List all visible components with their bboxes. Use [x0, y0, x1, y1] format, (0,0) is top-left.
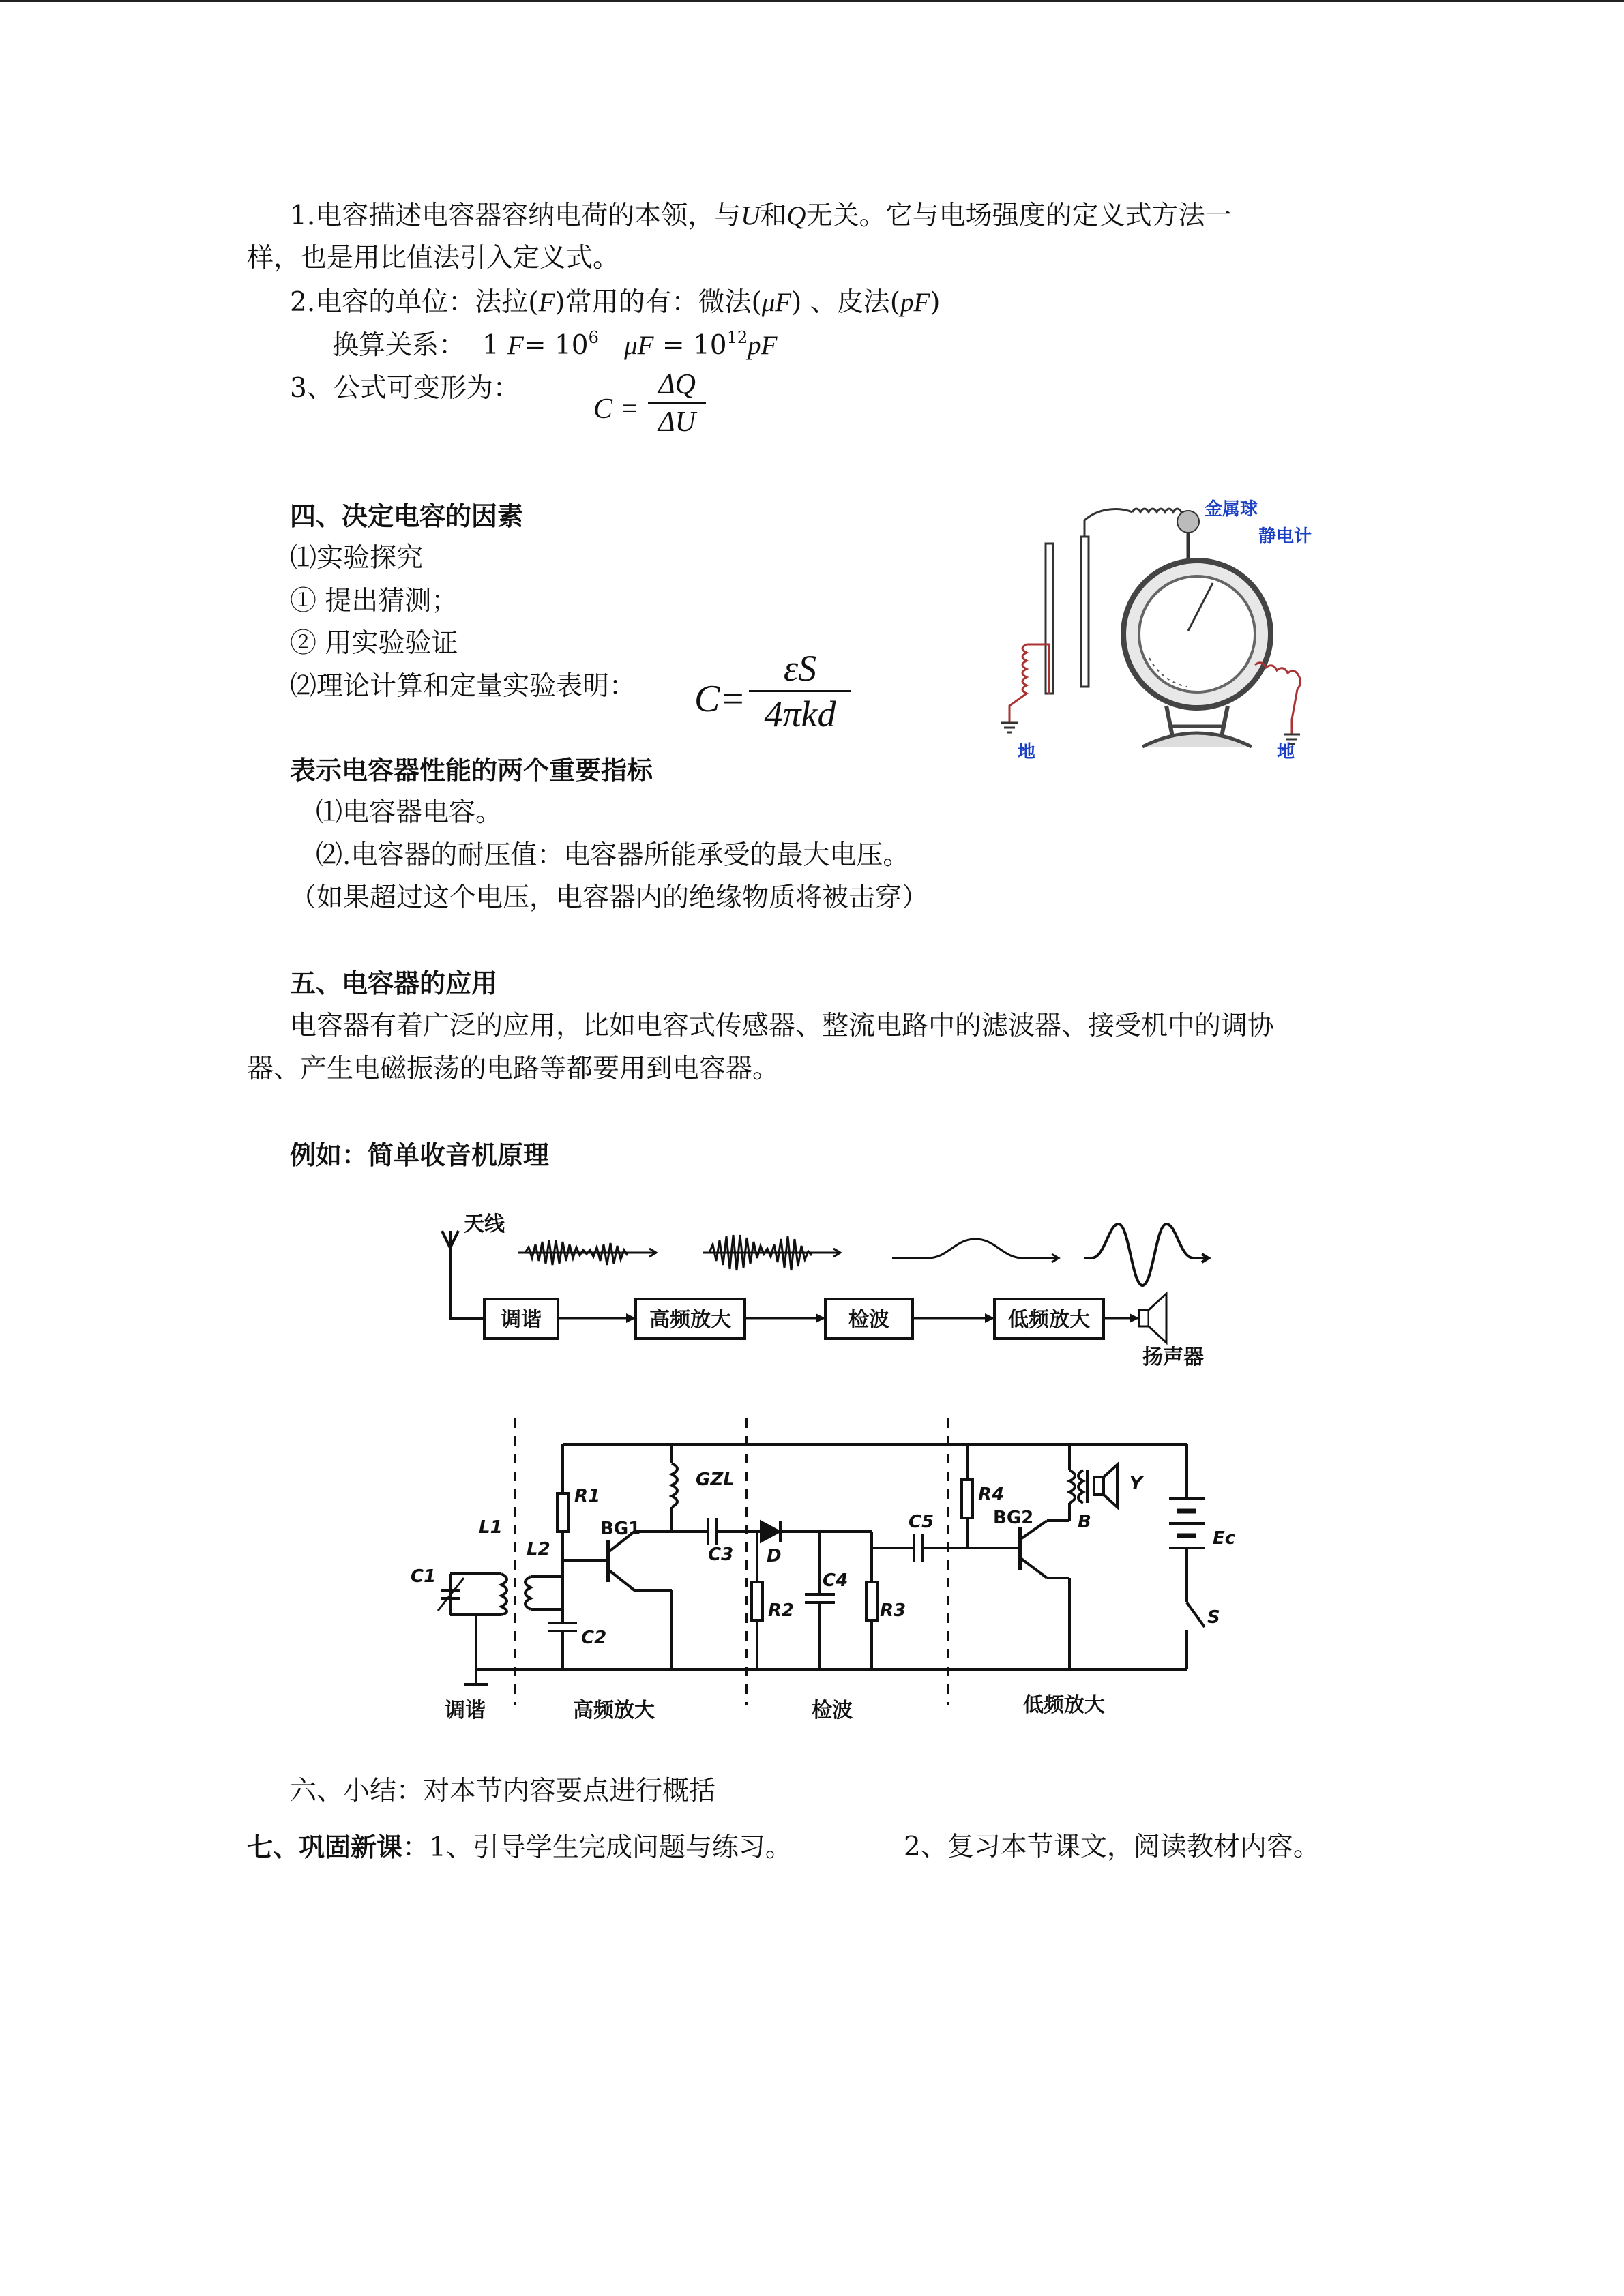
svg-text:低频放大: 低频放大	[1008, 1308, 1090, 1332]
section4-heading: 四、决定电容的因素	[290, 501, 524, 531]
label-r4: R4	[978, 1485, 1005, 1505]
label-section-rf: 高频放大	[573, 1699, 655, 1723]
waveform-detected	[892, 1239, 1059, 1262]
waveform-amplified	[703, 1235, 840, 1270]
indicators-heading: 表示电容器性能的两个重要指标	[290, 756, 653, 786]
electrometer-stand	[1142, 733, 1252, 747]
para1-line1: 1.电容描述电容器容纳电荷的本领，与U和Q无关。它与电场强度的定义式方法一	[290, 200, 1232, 231]
var-u: U	[741, 201, 761, 230]
section4-item3: ② 用实验验证	[290, 628, 458, 659]
transformer-b	[1069, 1470, 1075, 1503]
resistor-r2	[752, 1582, 763, 1620]
section6-line: 六、小结：对本节内容要点进行概括	[290, 1776, 716, 1806]
section4-item2: ① 提出猜测；	[290, 586, 458, 616]
label-ec: Ec	[1213, 1528, 1236, 1549]
label-section-detect: 检波	[812, 1699, 853, 1723]
section5-line1: 电容器有着广泛的应用，比如电容式传感器、整流电路中的滤波器、接受机中的调协	[290, 1011, 1275, 1041]
label-ground-left: 地	[1018, 742, 1036, 762]
para1-line2: 样，也是用比值法引入定义式。	[247, 243, 620, 273]
label-c5: C5	[909, 1512, 934, 1532]
var-q: Q	[786, 201, 806, 230]
speaker-icon	[1139, 1310, 1149, 1326]
coil-wire-top	[1132, 509, 1187, 512]
section7-heading: 七、巩固新课	[247, 1832, 403, 1862]
page-top-border	[0, 0, 1624, 2]
label-c2: C2	[581, 1628, 607, 1648]
label-s: S	[1207, 1607, 1220, 1628]
indicators-item2: ⑵.电容器的耐压值：电容器所能承受的最大电压。	[316, 840, 910, 871]
antenna-icon	[442, 1231, 484, 1318]
capacitor-plate-right	[1081, 537, 1089, 687]
example-heading: 例如：简单收音机原理	[290, 1140, 550, 1170]
label-c4: C4	[823, 1570, 848, 1591]
conversion-line: 换算关系： 1 $F= 10^6$ $\mu F = 10^{12}pF$	[332, 328, 778, 361]
section7-text2: 2、复习本节课文，阅读教材内容。	[904, 1832, 1320, 1862]
resistor-r4	[962, 1480, 973, 1518]
svg-text:检波: 检波	[848, 1308, 889, 1332]
indicators-item1: ⑴电容器电容。	[316, 797, 503, 828]
label-bg2: BG2	[993, 1508, 1034, 1528]
label-metal-ball: 金属球	[1205, 499, 1258, 520]
label-section-af: 低频放大	[1023, 1693, 1105, 1717]
radio-block-diagram	[430, 1210, 1235, 1377]
formula-dq-du: ΔQ ΔU	[648, 367, 706, 440]
svg-text:高频放大: 高频放大	[649, 1308, 731, 1332]
label-electrometer: 静电计	[1258, 526, 1312, 547]
radio-circuit-schematic	[402, 1412, 1241, 1732]
label-r1: R1	[574, 1486, 601, 1506]
para2-units: 2.电容的单位：法拉(F)常用的有：微法(μF) 、皮法(pF)	[290, 287, 941, 318]
inductor-l1	[501, 1574, 507, 1615]
speaker-y	[1094, 1477, 1104, 1495]
switch-s	[1187, 1602, 1205, 1627]
label-antenna: 天线	[464, 1212, 505, 1236]
label-c3: C3	[708, 1545, 734, 1565]
label-bg1: BG1	[600, 1519, 641, 1539]
formula-dq-lhs: C =	[593, 393, 639, 425]
label-l1: L1	[479, 1517, 503, 1538]
section4-item1: ⑴实验探究	[290, 543, 424, 573]
label-section-tuning: 调谐	[445, 1699, 486, 1723]
label-b: B	[1078, 1512, 1091, 1532]
label-y: Y	[1130, 1474, 1142, 1494]
section4-item4: ⑵理论计算和定量实验表明：	[290, 671, 636, 702]
resistor-r3	[866, 1582, 877, 1620]
inductor-l2	[525, 1577, 531, 1609]
label-r3: R3	[880, 1600, 906, 1621]
electrometer-illustration	[969, 488, 1330, 771]
indicators-note: （如果超过这个电压，电容器内的绝缘物质将被击穿）	[290, 882, 929, 913]
label-c1: C1	[411, 1566, 437, 1587]
para3-label: 3、公式可变形为：	[290, 373, 520, 404]
formula-cap-lhs: C=	[694, 678, 746, 720]
label-speaker: 扬声器	[1142, 1345, 1204, 1369]
inductor-gzl	[672, 1463, 677, 1507]
ground-wire-left	[1009, 644, 1027, 723]
waveform-modulated	[518, 1240, 656, 1265]
label-gzl: GZL	[696, 1470, 735, 1490]
label-r2: R2	[768, 1600, 795, 1621]
diode-d	[761, 1522, 779, 1541]
resistor-r1	[557, 1493, 568, 1532]
section5-line2: 器、产生电磁振荡的电路等都要用到电容器。	[247, 1054, 780, 1084]
waveform-audio	[1084, 1224, 1209, 1285]
label-l2: L2	[527, 1539, 550, 1560]
metal-ball	[1177, 511, 1199, 533]
section6-heading: 六、小结	[290, 1776, 397, 1806]
section5-heading: 五、电容器的应用	[290, 968, 498, 998]
formula-capacitance: εS 4πkd	[749, 646, 851, 736]
label-ground-right: 地	[1277, 742, 1295, 762]
svg-text:调谐: 调谐	[501, 1308, 542, 1332]
label-d: D	[767, 1546, 782, 1566]
section7-line: 七、巩固新课：1、引导学生完成问题与练习。	[247, 1832, 792, 1863]
